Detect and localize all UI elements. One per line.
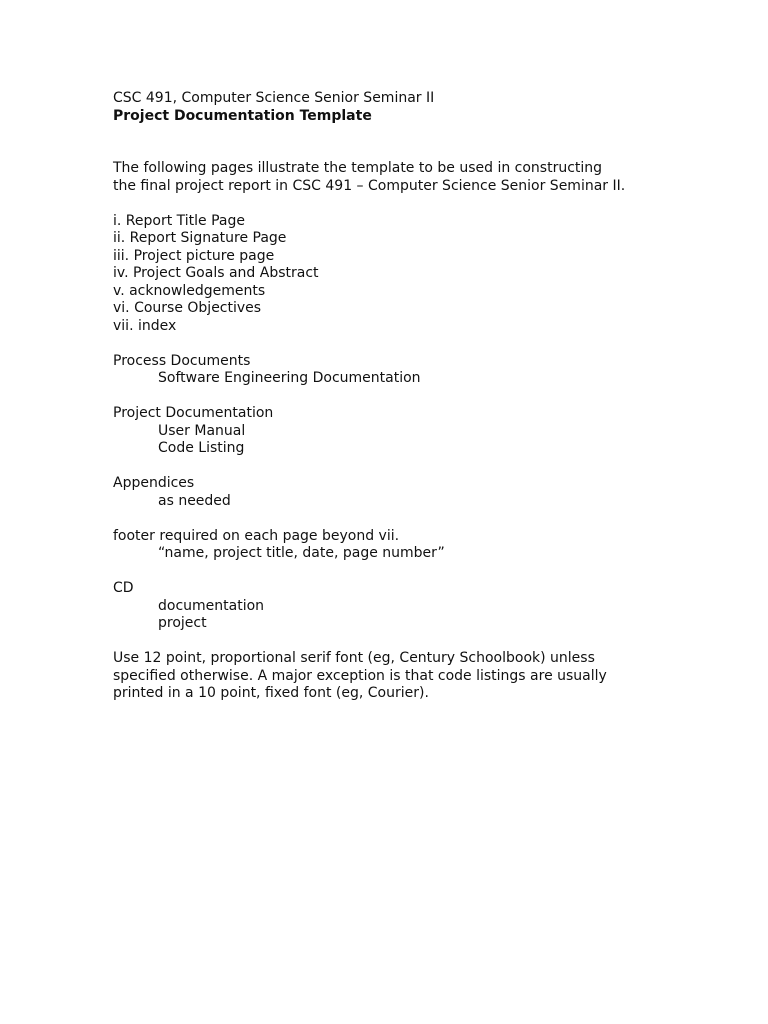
spacer — [113, 458, 713, 476]
section-cd — [113, 580, 713, 633]
section-item: Code Listing — [158, 440, 245, 456]
intro-line-1: The following pages illustrate the template to be used in constructing — [113, 160, 603, 176]
closing-line-1: Use 12 point, proportional serif font (eg, Century Schoolbook) unless — [113, 650, 595, 666]
closing-paragraph — [113, 650, 713, 703]
section-heading: Project Documentation — [113, 405, 274, 421]
list-item: iii. Project picture page — [113, 247, 275, 264]
front-matter-list — [113, 213, 713, 336]
section-heading: Appendices — [113, 475, 195, 491]
section-project-documentation — [113, 405, 713, 458]
spacer — [113, 388, 713, 406]
section-appendices — [113, 475, 713, 510]
section-footer — [113, 528, 713, 563]
list-item: i. Report Title Page — [113, 212, 245, 229]
list-item: v. acknowledgements — [113, 282, 266, 299]
spacer — [113, 125, 713, 160]
section-process-documents — [113, 353, 713, 388]
document-title: Project Documentation Template — [113, 107, 372, 124]
list-item: iv. Project Goals and Abstract — [113, 265, 319, 281]
section-item: User Manual — [158, 422, 246, 439]
document-page — [113, 90, 713, 703]
section-item: project — [158, 615, 207, 631]
spacer — [113, 335, 713, 353]
spacer — [113, 195, 713, 213]
list-item: ii. Report Signature Page — [113, 230, 287, 246]
spacer — [113, 510, 713, 528]
spacer — [113, 563, 713, 581]
intro-line-2: the final project report in CSC 491 – Computer Science Senior Seminar II. — [113, 177, 626, 194]
section-heading: footer required on each page beyond vii. — [113, 527, 400, 544]
section-heading: CD — [113, 580, 134, 596]
section-heading: Process Documents — [113, 352, 251, 369]
section-item: as needed — [158, 492, 231, 509]
section-item: “name, project title, date, page number” — [158, 545, 445, 561]
section-item: documentation — [158, 597, 265, 614]
list-item: vi. Course Objectives — [113, 300, 262, 316]
spacer — [113, 633, 713, 651]
course-heading: CSC 491, Computer Science Senior Seminar II — [113, 90, 435, 106]
section-item: Software Engineering Documentation — [158, 370, 421, 386]
closing-line-2: specified otherwise. A major exception is that code listings are usually — [113, 667, 607, 684]
closing-line-3: printed in a 10 point, fixed font (eg, Courier). — [113, 685, 429, 701]
list-item: vii. index — [113, 317, 177, 334]
